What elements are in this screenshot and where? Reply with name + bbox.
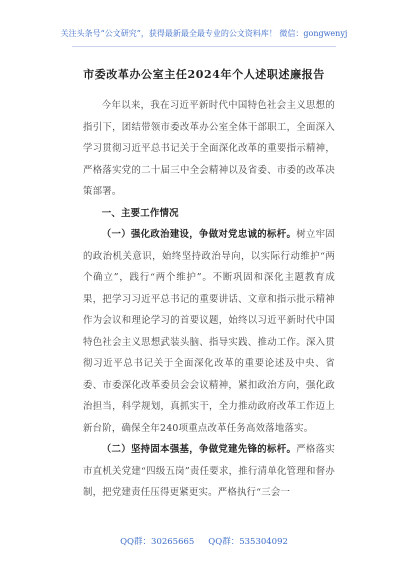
- item-paragraph-1: [83, 224, 335, 439]
- item-text-2: 严格落实市直机关党建“四级五岗”责任要求，推行清单化管理和督办制，把党建责任压得更紧更实。严格执行“三会一: [83, 444, 335, 498]
- footer-contacts: [0, 535, 408, 547]
- item-lead-1: （一）强化政治建设，争做对党忠诚的标杆。: [101, 229, 297, 240]
- document-title: 市委改革办公室主任2024年个人述职述廉报告: [83, 68, 325, 81]
- document-body: [83, 95, 335, 504]
- item-lead-2: （二）坚持固本强基，争做党建先锋的标杆。: [101, 444, 297, 455]
- item-text-1: 树立牢固的政治机关意识，始终坚持政治导向，以实际行动维护“两个确立”，践行“两个维护”。不断巩固和深化主题教育成果，把学习习近平总书记的重要讲话、文章和指示批示精神作为会议和理论学习的首要议题，始终以习近平新时代中国特色社会主义思想武装头脑、指导实践、推动工作。深入贯彻习近平总书记关于全面深化改革的重要论述及中央、省委、市委深化改革委员会会议精神，紧扣政治方向，强化政治担当，科学规划，真抓实干，全力推动政府改革工作迈上新台阶，确保全年240项重点改革任务高效落地落实。: [83, 229, 335, 434]
- qq-group-2: QQ群：535304092: [208, 537, 288, 547]
- section-heading: 一、主要工作情况: [101, 207, 179, 219]
- qq-group-1: QQ群：30265665: [120, 537, 195, 547]
- header-divider: [72, 46, 336, 47]
- intro-paragraph: 今年以来，我在习近平新时代中国特色社会主义思想的指引下，团结带领市委改革办公室全体干部职工，全面深入学习贯彻习近平总书记关于全面深化改革的重要指示精神，严格落实党的二十届三中全会精神以及省委、市委的改革决策部署。: [83, 100, 335, 197]
- promo-banner: 关注头条号“公文研究”，获得最新最全最专业的公文资料库！ 微信：gongwenyj: [60, 29, 348, 38]
- item-paragraph-2: [83, 439, 335, 504]
